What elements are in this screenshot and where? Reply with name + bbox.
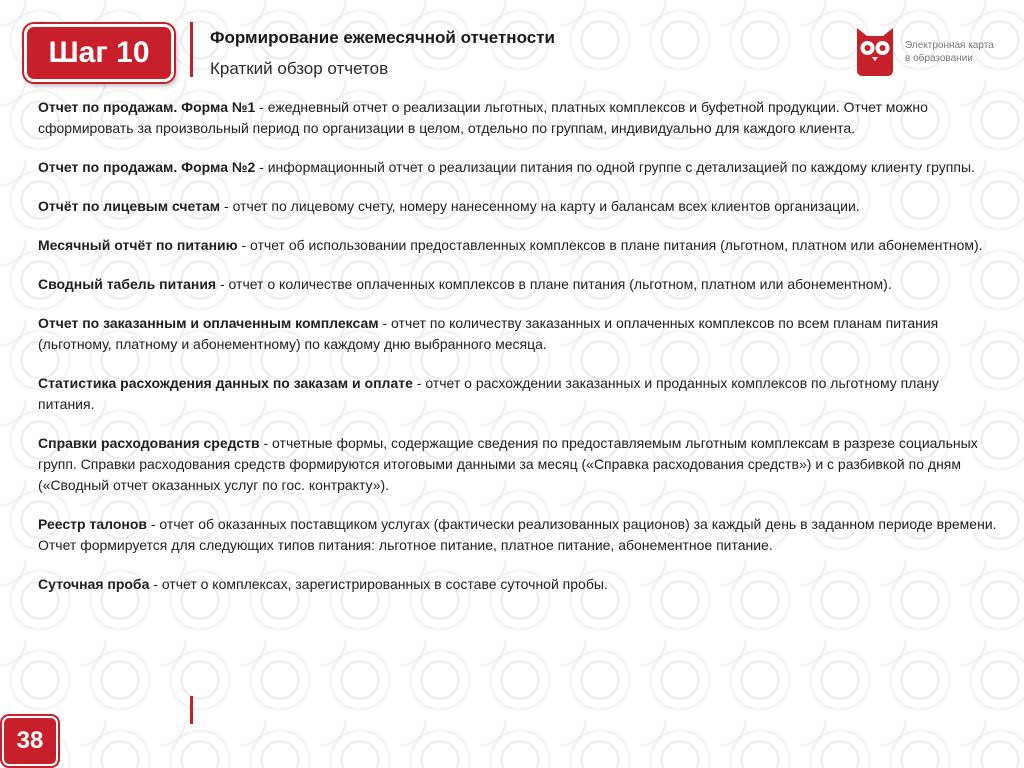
report-item xyxy=(38,574,998,595)
report-desc: - отчет об использовании предоставленных комплексов в плане питания (льготном, платном или абонементном). xyxy=(237,237,983,253)
footer-divider xyxy=(190,696,193,724)
report-item xyxy=(38,196,998,217)
report-name: Отчет по продажам. Форма №1 xyxy=(38,99,256,115)
report-item xyxy=(38,373,998,415)
logo-text xyxy=(905,39,994,65)
report-desc: - отчет об оказанных поставщиком услугах (фактически реализованных рационов) за каждый день в заданном периоде времени. Отчет формируется для следующих типов питания: льготное питание, платное питание, абонементное питание. xyxy=(38,516,997,553)
report-desc: - отчет по количеству заказанных и оплаченных комплексов по всем планам питания (льготному, платному и абонементному) по каждому дню выбранного месяца. xyxy=(38,315,939,352)
page-number xyxy=(2,716,58,766)
report-item xyxy=(38,157,998,178)
report-item xyxy=(38,235,998,256)
report-name: Суточная проба xyxy=(38,576,150,592)
logo-line-2: в образовании xyxy=(905,53,973,64)
report-item xyxy=(38,514,998,556)
step-badge xyxy=(24,24,174,82)
logo-line-1: Электронная карта xyxy=(905,40,994,51)
report-desc: - отчет о комплексах, зарегистрированных в составе суточной пробы. xyxy=(149,576,608,592)
owl-icon xyxy=(855,26,895,78)
report-name: Отчет по заказанным и оплаченным комплексам xyxy=(38,315,379,331)
report-item xyxy=(38,313,998,355)
report-item xyxy=(38,433,998,496)
report-name: Сводный табель питания xyxy=(38,276,217,292)
report-desc: - отчет о количестве оплаченных комплексов в плане питания (льготном, платном или абонементном). xyxy=(216,276,892,292)
report-name: Статистика расхождения данных по заказам и оплате xyxy=(38,375,413,391)
report-desc: - отчет о расхождении заказанных и проданных комплексов по льготному плану питания. xyxy=(38,375,939,412)
report-name: Реестр талонов xyxy=(38,516,147,532)
report-name: Отчет по продажам. Форма №2 xyxy=(38,159,256,175)
step-label: Шаг 10 xyxy=(48,36,150,69)
report-name: Справки расходования средств xyxy=(38,435,260,451)
report-item xyxy=(38,97,998,139)
logo xyxy=(855,26,994,78)
reports-list xyxy=(38,97,998,613)
report-desc: - ежедневный отчет о реализации льготных, платных комплексов и буфетной продукции. Отчет можно сформировать за произвольный период по организации в целом, отдельно по группам, индивидуально для каждого клиента. xyxy=(38,99,928,136)
report-name: Месячный отчёт по питанию xyxy=(38,237,238,253)
report-desc: - отчетные формы, содержащие сведения по предоставляемым льготным комплексам в разрезе социальных групп. Справки расходования средств формируются итоговыми данными за месяц («Справка расходования средств») и с разбивкой по дням («Сводный отчет оказанных услуг по гос. контракту»). xyxy=(38,435,978,493)
report-item xyxy=(38,274,998,295)
page-title: Формирование ежемесячной отчетности xyxy=(210,28,555,47)
header-divider xyxy=(190,22,193,77)
page-subtitle: Краткий обзор отчетов xyxy=(210,59,389,78)
page-number-label: 38 xyxy=(16,727,44,754)
report-desc: - информационный отчет о реализации питания по одной группе с детализацией по каждому клиенту группы. xyxy=(255,159,975,175)
report-name: Отчёт по лицевым счетам xyxy=(38,198,221,214)
report-desc: - отчет по лицевому счету, номеру нанесенному на карту и балансам всех клиентов организации. xyxy=(220,198,860,214)
